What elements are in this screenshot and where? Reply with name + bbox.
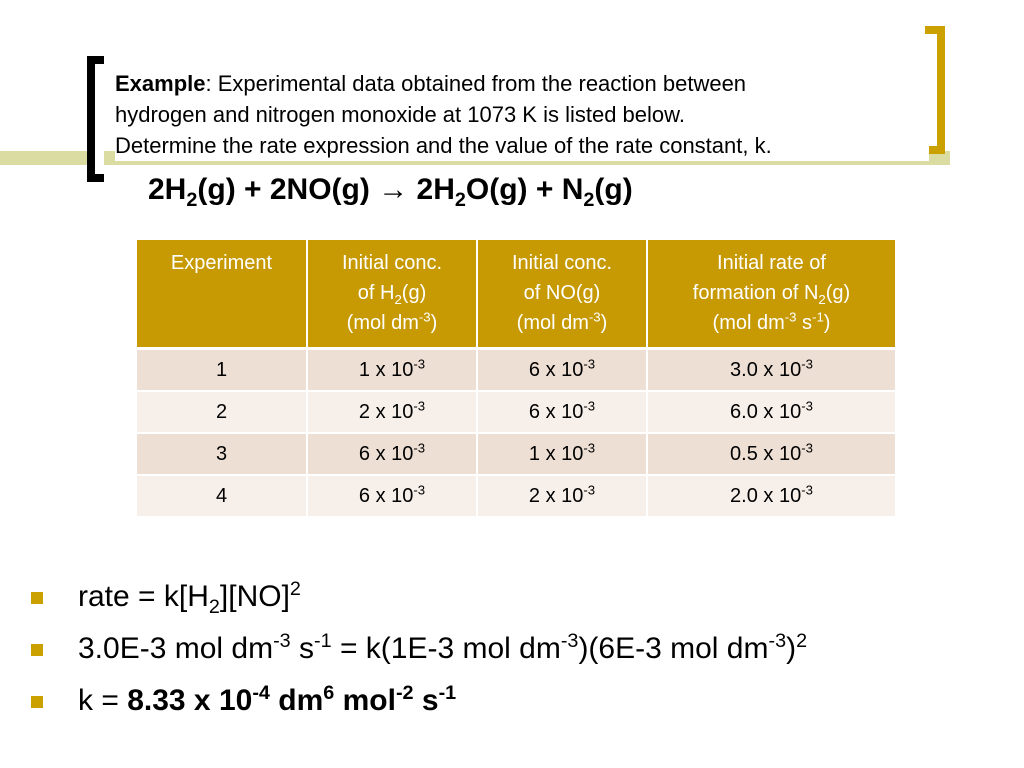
equation-subscript: 2 (186, 189, 198, 211)
example-line-1: : Experimental data obtained from the reaction between (205, 71, 747, 96)
table-row (137, 391, 895, 433)
square-bullet-icon (31, 696, 43, 708)
cell-h2-conc: 6 x $10^{-3}$ (307, 433, 477, 475)
header-h2-conc: Initial conc. of $H_2(g)$ (mol $dm^{-3}$) (307, 240, 477, 349)
square-bullet-icon (31, 592, 43, 604)
reaction-equation (148, 173, 633, 211)
square-bullet-icon (31, 644, 43, 656)
cell-rate: 6.0 x $10^{-3}$ (647, 391, 895, 433)
cell-experiment: 3 (137, 433, 307, 475)
cell-experiment: 4 (137, 475, 307, 517)
cell-h2-conc: 1 x $10^{-3}$ (307, 349, 477, 392)
cell-no-conc: 6 x $10^{-3}$ (477, 391, 647, 433)
substitution-text: 3.0E-3 mol $dm^{-3}$ $s^{-1} = k(1E-3$ mol $dm^{-3})(6E-3$ mol $dm^{-3})^2$ (78, 630, 808, 665)
example-line-2: hydrogen and nitrogen monoxide at 1073 K is listed below. (115, 102, 685, 127)
equation-subscript: 2 (454, 189, 466, 211)
cell-h2-conc: 2 x $10^{-3}$ (307, 391, 477, 433)
example-line-3: Determine the rate expression and the value of the rate constant, k. (115, 133, 772, 158)
cell-h2-conc: 6 x $10^{-3}$ (307, 475, 477, 517)
cell-no-conc: 6 x $10^{-3}$ (477, 349, 647, 392)
table-row (137, 349, 895, 392)
experiment-table (137, 240, 895, 518)
example-label: Example (115, 71, 206, 96)
header-initial-rate: Initial rate of formation of $N_2(g)$ (mol $dm^{-3}$ $s^{-1}$) (647, 240, 895, 349)
cell-rate: 2.0 x $10^{-3}$ (647, 475, 895, 517)
left-bracket-decoration (87, 56, 104, 182)
cell-rate: 3.0 x $10^{-3}$ (647, 349, 895, 392)
rate-constant-text: k = 8.33 x $10^{-4}$ $dm^6$ mol$^{-2}$ $s^{-1}$ (78, 682, 457, 717)
cell-experiment: 2 (137, 391, 307, 433)
equation-part: (g) (594, 173, 633, 206)
header-experiment: Experiment (137, 240, 307, 349)
rate-law-text: rate = $k[H_2][NO]^2$ (78, 578, 301, 618)
cell-no-conc: 2 x $10^{-3}$ (477, 475, 647, 517)
equation-subscript: 2 (583, 189, 595, 211)
header-no-conc: Initial conc. of NO(g) (mol $dm^{-3}$) (477, 240, 647, 349)
equation-part: (g) + 2NO(g) → 2H (197, 173, 455, 206)
equation-part: O(g) + N (465, 173, 584, 206)
cell-no-conc: 1 x $10^{-3}$ (477, 433, 647, 475)
cell-rate: 0.5 x $10^{-3}$ (647, 433, 895, 475)
example-description (115, 68, 929, 161)
table-row (137, 433, 895, 475)
table-row (137, 475, 895, 517)
table-header-row (137, 240, 895, 349)
cell-experiment: 1 (137, 349, 307, 392)
equation-part: 2H (148, 173, 187, 206)
